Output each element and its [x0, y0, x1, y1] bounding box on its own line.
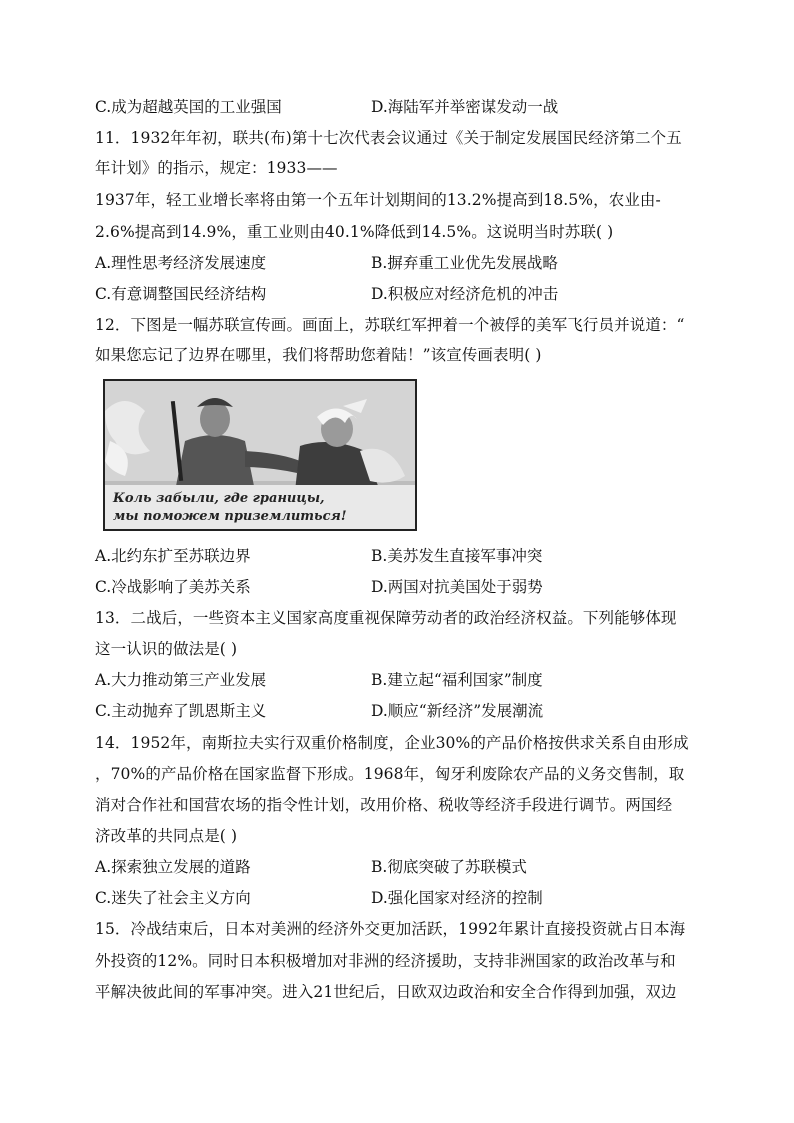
- q11-stem-line-2: 年计划》的指示，规定：1933——: [95, 159, 338, 177]
- q11-stem-line-4: 2.6%提高到14.9%，重工业则由40.1%降低到14.5%。这说明当时苏联( ): [95, 223, 614, 241]
- q15-stem-line-1: 15．冷战结束后，日本对美洲的经济外交更加活跃，1992年累计直接投资就占日本海: [95, 920, 686, 938]
- poster-illustration: [105, 381, 415, 529]
- q12-stem-line-1: 12．下图是一幅苏联宣传画。画面上，苏联红军押着一个被俘的美军飞行员并说道：“: [95, 316, 685, 334]
- q11-option-b[interactable]: B.摒弃重工业优先发展战略: [371, 254, 558, 272]
- q13-option-c[interactable]: C.主动抛弃了凯恩斯主义: [95, 702, 267, 720]
- q13-stem-line-1: 13．二战后，一些资本主义国家高度重视保障劳动者的政治经济权益。下列能够体现: [95, 609, 677, 627]
- q13-option-a[interactable]: A.大力推动第三产业发展: [95, 671, 267, 689]
- q13-option-d[interactable]: D.顺应“新经济”发展潮流: [371, 702, 544, 720]
- q14-stem-line-4: 济改革的共同点是( ): [95, 827, 238, 845]
- q12-option-d[interactable]: D.两国对抗美国处于弱势: [371, 578, 543, 596]
- q15-stem-line-3: 平解决彼此间的军事冲突。进入21世纪后，日欧双边政治和安全合作得到加强，双边: [95, 983, 677, 1001]
- q13-stem-line-2: 这一认识的做法是( ): [95, 640, 238, 658]
- q12-stem-line-2: 如果您忘记了边界在哪里，我们将帮助您着陆！”该宣传画表明( ): [95, 346, 542, 364]
- q12-option-b[interactable]: B.美苏发生直接军事冲突: [371, 547, 543, 565]
- q14-option-a[interactable]: A.探索独立发展的道路: [95, 858, 251, 876]
- q11-option-c[interactable]: C.有意调整国民经济结构: [95, 285, 267, 303]
- q11-option-d[interactable]: D.积极应对经济危机的冲击: [371, 285, 559, 303]
- soviet-propaganda-poster: [103, 379, 417, 531]
- q14-stem-line-3: 消对合作社和国营农场的指令性计划，改用价格、税收等经济手段进行调节。两国经: [95, 796, 673, 814]
- q10-option-d[interactable]: D.海陆军并举密谋发动一战: [371, 98, 559, 116]
- q11-option-a[interactable]: A.理性思考经济发展速度: [95, 254, 267, 272]
- q14-stem-line-1: 14．1952年，南斯拉夫实行双重价格制度，企业30%的产品价格按供求关系自由形成: [95, 734, 689, 752]
- q10-option-c[interactable]: C.成为超越英国的工业强国: [95, 98, 282, 116]
- q11-stem-line-3: 1937年，轻工业增长率将由第一个五年计划期间的13.2%提高到18.5%，农业由-: [95, 191, 661, 209]
- q14-stem-line-2: ，70%的产品价格在国家监督下形成。1968年，匈牙利废除农产品的义务交售制，取: [95, 765, 685, 783]
- q14-option-c[interactable]: C.迷失了社会主义方向: [95, 889, 251, 907]
- q14-option-d[interactable]: D.强化国家对经济的控制: [371, 889, 543, 907]
- q14-option-b[interactable]: B.彻底突破了苏联模式: [371, 858, 527, 876]
- q12-option-a[interactable]: A.北约东扩至苏联边界: [95, 547, 251, 565]
- q12-option-c[interactable]: C.冷战影响了美苏关系: [95, 578, 251, 596]
- poster-caption-line-2: мы поможем приземлиться!: [113, 509, 347, 524]
- poster-caption-line-1: Коль забыли, где границы,: [113, 491, 325, 506]
- q13-option-b[interactable]: B.建立起“福利国家”制度: [371, 671, 543, 689]
- q11-stem-line-1: 11．1932年年初，联共(布)第十七次代表会议通过《关于制定发展国民经济第二个五: [95, 129, 682, 147]
- q15-stem-line-2: 外投资的12%。同时日本积极增加对非洲的经济援助，支持非洲国家的政治改革与和: [95, 952, 676, 970]
